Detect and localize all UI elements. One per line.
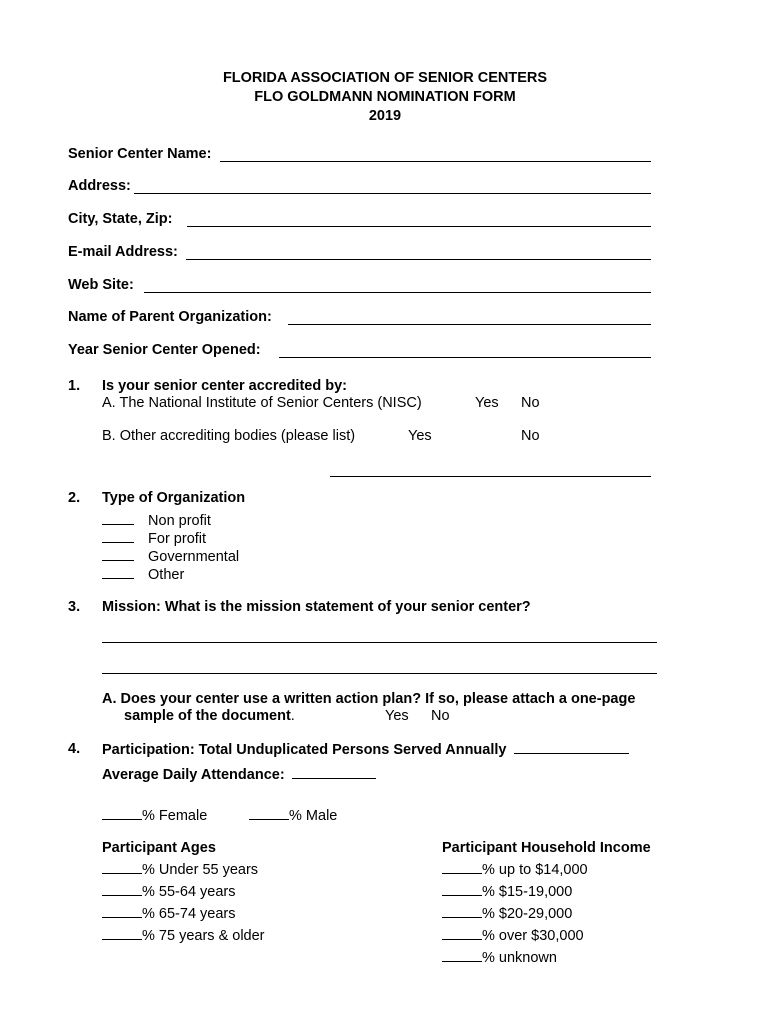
center-name-field[interactable] [220,161,651,162]
q3-question: Mission: What is the mission statement of your senior center? [102,599,531,615]
web-site-field[interactable] [144,292,651,293]
age-item[interactable]: % 75 years & older [102,927,265,945]
income-item[interactable]: % $15-19,000 [442,883,572,901]
q1-b-list-field[interactable] [330,476,651,477]
income-item[interactable]: % over $30,000 [442,927,584,945]
address-label: Address: [68,178,131,194]
participation-field[interactable] [514,741,629,754]
q3-a-line1: A. Does your center use a written action plan? If so, please attach a one-page [102,691,636,707]
income-item[interactable]: % $20-29,000 [442,905,572,923]
web-site-label: Web Site: [68,277,134,293]
email-label: E-mail Address: [68,244,178,260]
q3-a-yes[interactable]: Yes [385,708,409,724]
org-type-option[interactable]: Governmental [102,548,239,566]
form-header-year: 2019 [368,108,402,124]
q1-b-yes[interactable]: Yes [408,428,432,444]
org-type-option[interactable]: Non profit [102,512,211,530]
income-item[interactable]: % up to $14,000 [442,861,588,879]
address-field[interactable] [134,193,651,194]
age-item[interactable]: % 55-64 years [102,883,236,901]
q1-a-no[interactable]: No [521,395,540,411]
year-opened-label: Year Senior Center Opened: [68,342,261,358]
center-name-label: Senior Center Name: [68,146,212,162]
org-type-option[interactable]: Other [102,566,184,584]
q3-number: 3. [68,599,81,615]
q1-question: Is your senior center accredited by: [102,378,347,394]
q4-attendance: Average Daily Attendance: [102,766,376,784]
female-percent[interactable]: % Female [102,807,207,825]
q2-number: 2. [68,490,81,506]
age-item[interactable]: % Under 55 years [102,861,258,879]
q3-a-line2: sample of the document. [124,708,295,724]
income-title: Participant Household Income [442,840,651,856]
org-type-option[interactable]: For profit [102,530,206,548]
attendance-field[interactable] [292,766,376,779]
q1-b-label: B. Other accrediting bodies (please list) [102,428,356,444]
q1-a-yes[interactable]: Yes [475,395,499,411]
q1-a-label: A. The National Institute of Senior Centers (NISC) [102,395,422,411]
form-header-org: FLORIDA ASSOCIATION OF SENIOR CENTERS [222,70,548,86]
form-header-title: FLO GOLDMANN NOMINATION FORM [254,89,516,105]
mission-field-line-1[interactable] [102,642,657,643]
q1-number: 1. [68,378,81,394]
parent-org-label: Name of Parent Organization: [68,309,272,325]
q1-b-no[interactable]: No [521,428,540,444]
income-item[interactable]: % unknown [442,949,557,967]
year-opened-field[interactable] [279,357,651,358]
age-item[interactable]: % 65-74 years [102,905,236,923]
ages-title: Participant Ages [102,840,216,856]
q4-number: 4. [68,741,81,757]
city-state-zip-field[interactable] [187,226,651,227]
q3-a-no[interactable]: No [431,708,450,724]
q4-participation: Participation: Total Unduplicated Persons Served Annually [102,741,629,759]
male-percent[interactable]: % Male [249,807,337,825]
mission-field-line-2[interactable] [102,673,657,674]
parent-org-field[interactable] [288,324,651,325]
q2-question: Type of Organization [102,490,246,506]
city-state-zip-label: City, State, Zip: [68,211,173,227]
email-field[interactable] [186,259,651,260]
